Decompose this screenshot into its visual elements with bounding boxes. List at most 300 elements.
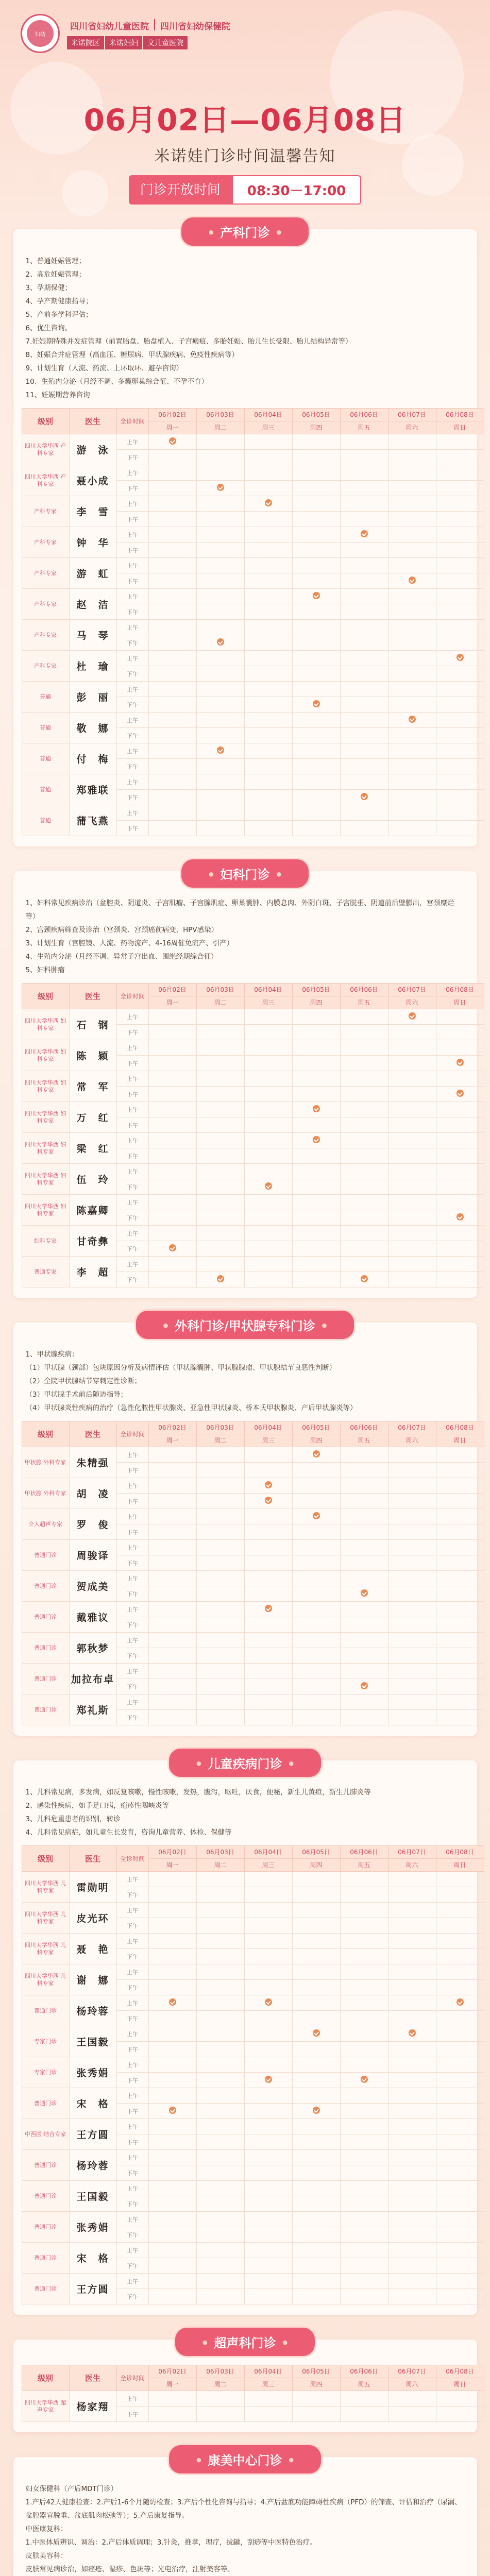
doctor-name: 陈嘉卿 [69, 1195, 116, 1226]
col-header-date: 06月06日 [340, 984, 388, 996]
schedule-cell [244, 2088, 292, 2104]
schedule-cell [148, 1272, 196, 1287]
scope-item: （2）全院甲状腺结节穿刺定性诊断； [25, 1377, 142, 1385]
half-day-label: 下午 [116, 1887, 148, 1903]
schedule-cell [148, 1872, 196, 1887]
doctor-name: 蒲飞燕 [69, 805, 116, 836]
doctor-name: 郑雅联 [69, 774, 116, 805]
schedule-cell [340, 2196, 388, 2212]
doctor-name: 王方圆 [69, 2119, 116, 2150]
table-row [22, 682, 484, 697]
schedule-cell [436, 728, 484, 743]
doctor-level: 产科专家 [22, 589, 69, 620]
col-header-date: 06月06日 [340, 1421, 388, 1434]
on-duty-check-icon [457, 654, 464, 661]
schedule-cell [196, 1195, 244, 1210]
schedule-cell [244, 774, 292, 790]
schedule-cell [148, 1602, 196, 1617]
schedule-cell [196, 1633, 244, 1648]
schedule-cell [292, 1918, 340, 1934]
col-header-weekday: 周四 [292, 421, 340, 434]
schedule-cell [244, 1102, 292, 1117]
half-day-label: 下午 [116, 573, 148, 589]
schedule-cell [388, 743, 436, 759]
schedule-cell [244, 1934, 292, 1949]
sections-container [0, 226, 490, 2576]
schedule-cell [196, 620, 244, 635]
schedule-cell [340, 2057, 388, 2073]
col-header-date: 06月04日 [244, 2365, 292, 2378]
schedule-cell [148, 2289, 196, 2304]
schedule-cell [436, 1918, 484, 1934]
schedule-cell [196, 1179, 244, 1195]
schedule-cell [436, 558, 484, 573]
schedule-cell [340, 573, 388, 589]
col-header-weekday: 周四 [292, 996, 340, 1009]
schedule-cell [436, 620, 484, 635]
clinic-section [13, 1757, 477, 2315]
schedule-cell [436, 1195, 484, 1210]
schedule-cell [292, 2104, 340, 2119]
schedule-cell [148, 1555, 196, 1571]
schedule-cell [436, 1509, 484, 1524]
schedule-cell [196, 2391, 244, 2406]
half-day-label: 上午 [116, 1257, 148, 1272]
half-day-label: 下午 [116, 821, 148, 836]
schedule-cell [388, 2406, 436, 2422]
schedule-cell [436, 1164, 484, 1179]
schedule-cell [148, 2391, 196, 2406]
scope-item: 8、妊娠合并症管理（高血压、糖尿病、甲状腺疾病、免疫性疾病等） [25, 351, 239, 359]
doctor-name: 游 虹 [69, 558, 116, 589]
schedule-cell [436, 1949, 484, 1964]
schedule-cell [148, 635, 196, 651]
schedule-cell [340, 2119, 388, 2134]
schedule-cell [196, 1964, 244, 1980]
section-scope [22, 896, 469, 983]
schedule-cell [148, 573, 196, 589]
doctor-name: 谢 娜 [69, 1964, 116, 1995]
schedule-cell [244, 481, 292, 496]
schedule-cell [292, 2391, 340, 2406]
schedule-cell [196, 2258, 244, 2274]
schedule-cell [196, 1555, 244, 1571]
schedule-cell [196, 635, 244, 651]
schedule-cell [436, 2289, 484, 2304]
half-day-label: 上午 [116, 1133, 148, 1148]
half-day-label: 下午 [116, 1949, 148, 1964]
schedule-cell [292, 2181, 340, 2196]
schedule-cell [340, 821, 388, 836]
schedule-cell [388, 1257, 436, 1272]
schedule-cell [244, 1887, 292, 1903]
half-day-label: 上午 [116, 1509, 148, 1524]
schedule-cell [292, 635, 340, 651]
col-header-date: 06月06日 [340, 409, 388, 421]
col-header-doctor: 医生 [69, 984, 116, 1009]
section-title: • 产科门诊 • [180, 216, 310, 247]
schedule-cell [340, 1934, 388, 1949]
schedule-cell [292, 1664, 340, 1679]
schedule-cell [196, 1272, 244, 1287]
schedule-cell [388, 1679, 436, 1694]
col-header-level: 级别 [22, 2365, 69, 2391]
col-header-weekday: 周一 [148, 1434, 196, 1447]
schedule-cell [340, 1918, 388, 1934]
col-header-date: 06月05日 [292, 984, 340, 996]
schedule-cell [388, 2181, 436, 2196]
schedule-cell [340, 1887, 388, 1903]
schedule-cell [292, 2289, 340, 2304]
schedule-cell [340, 1995, 388, 2011]
schedule-cell [340, 1056, 388, 1071]
doctor-name: 赵 洁 [69, 589, 116, 620]
schedule-cell [436, 1903, 484, 1918]
schedule-cell [292, 1494, 340, 1509]
doctor-level: 四川大学华西 妇科专家 [22, 1009, 69, 1040]
schedule-cell [292, 1478, 340, 1494]
schedule-cell [196, 1509, 244, 1524]
schedule-cell [196, 527, 244, 543]
schedule-cell [292, 1117, 340, 1133]
schedule-cell [196, 465, 244, 481]
schedule-cell [148, 2243, 196, 2258]
doctor-name: 聂小成 [69, 465, 116, 496]
schedule-cell [196, 1447, 244, 1463]
half-day-label: 下午 [116, 604, 148, 620]
schedule-cell [436, 1964, 484, 1980]
half-day-label: 上午 [116, 2026, 148, 2042]
on-duty-check-icon [169, 2107, 176, 2114]
schedule-cell [436, 1257, 484, 1272]
schedule-cell [388, 2011, 436, 2026]
scope-item: 1、妇科常见疾病诊治（盆腔炎、阴道炎、子宫肌瘤、子宫腺肌症、卵巢囊肿、内膜息肉、外阴白斑、子宫脱垂、阴道前后壁膨出，宫颈糜烂等） [25, 899, 454, 921]
scope-item: 2、高危妊娠管理； [25, 270, 86, 279]
doctor-level: 普通 [22, 682, 69, 713]
schedule-cell [340, 1071, 388, 1087]
col-header-weekday: 周六 [388, 2378, 436, 2391]
schedule-cell [436, 2134, 484, 2150]
half-day-label: 下午 [116, 1241, 148, 1257]
schedule-cell [436, 1447, 484, 1463]
schedule-cell [340, 2150, 388, 2165]
schedule-cell [388, 651, 436, 666]
schedule-cell [388, 2165, 436, 2181]
schedule-cell [436, 2406, 484, 2422]
schedule-cell [148, 620, 196, 635]
on-duty-check-icon [313, 2029, 320, 2037]
schedule-cell [292, 2134, 340, 2150]
schedule-cell [292, 2011, 340, 2026]
schedule-cell [292, 1586, 340, 1602]
half-day-label: 下午 [116, 2227, 148, 2243]
schedule-cell [148, 1694, 196, 1710]
col-header-weekday: 周日 [436, 2378, 484, 2391]
on-duty-check-icon [265, 1998, 272, 2006]
col-header-doctor: 医生 [69, 2365, 116, 2391]
schedule-cell [244, 1980, 292, 1995]
schedule-cell [196, 2165, 244, 2181]
schedule-cell [196, 543, 244, 558]
half-day-label: 下午 [116, 2134, 148, 2150]
schedule-cell [292, 558, 340, 573]
schedule-cell [244, 1463, 292, 1478]
schedule-cell [340, 558, 388, 573]
half-day-label: 下午 [116, 635, 148, 651]
schedule-cell [148, 1617, 196, 1633]
schedule-cell [148, 1524, 196, 1540]
col-header-weekday: 周四 [292, 2378, 340, 2391]
schedule-cell [340, 728, 388, 743]
col-header-weekday: 周二 [196, 2378, 244, 2391]
section-title: • 儿童疾病门诊 • [167, 1747, 323, 1778]
schedule-cell [148, 2026, 196, 2042]
on-duty-check-icon [217, 638, 224, 646]
schedule-cell [388, 1934, 436, 1949]
half-day-label: 上午 [116, 2212, 148, 2227]
schedule-cell [148, 1648, 196, 1664]
half-day-label: 下午 [116, 2196, 148, 2212]
schedule-cell [148, 1040, 196, 1056]
schedule-cell [244, 1447, 292, 1463]
scope-item: 1.产后42天健康检查：2.产后1-6个月随访检查；3.产后个性化咨询与指导；4.产后盆底功能障碍性疾病（PFD）的筛查、评估和治疗（尿漏、盆腔器官脱垂、盆底肌肉松弛等）；5.产后康复指导。 [25, 2498, 462, 2520]
col-header-weekday: 周日 [436, 1859, 484, 1872]
schedule-cell [436, 774, 484, 790]
hospital-tag: 米诺妇妇 [105, 36, 142, 49]
schedule-cell [244, 666, 292, 682]
table-row [22, 434, 484, 450]
schedule-cell [388, 2026, 436, 2042]
schedule-cell [292, 1087, 340, 1102]
half-day-label: 上午 [116, 1226, 148, 1241]
schedule-cell [196, 1463, 244, 1478]
schedule-cell [244, 1009, 292, 1025]
schedule-cell [388, 543, 436, 558]
schedule-cell [292, 2274, 340, 2289]
schedule-cell [148, 2406, 196, 2422]
schedule-cell [436, 1494, 484, 1509]
schedule-cell [436, 651, 484, 666]
schedule-cell [244, 620, 292, 635]
col-header-weekday: 周一 [148, 2378, 196, 2391]
divider [154, 19, 155, 30]
doctor-level: 中西医 结合专家 [22, 2119, 69, 2150]
schedule-cell [340, 1949, 388, 1964]
hospital-tag: 米诺院区 [67, 36, 104, 49]
schedule-cell [292, 1009, 340, 1025]
schedule-cell [196, 1602, 244, 1617]
half-day-label: 下午 [116, 1679, 148, 1694]
schedule-cell [292, 2073, 340, 2088]
col-header-weekday: 周六 [388, 996, 436, 1009]
schedule-cell [436, 1555, 484, 1571]
doctor-name: 张秀娟 [69, 2212, 116, 2243]
table-row [22, 1995, 484, 2011]
schedule-cell [340, 1586, 388, 1602]
schedule-cell [148, 1494, 196, 1509]
schedule-cell [148, 2165, 196, 2181]
schedule-cell [148, 2181, 196, 2196]
doctor-level: 产科专家 [22, 558, 69, 589]
schedule-cell [244, 2134, 292, 2150]
schedule-cell [292, 1934, 340, 1949]
schedule-cell [340, 759, 388, 774]
half-day-label: 下午 [116, 1648, 148, 1664]
doctor-level: 普通门诊 [22, 1694, 69, 1725]
doctor-level: 普通 [22, 713, 69, 743]
doctor-name: 郭秋梦 [69, 1633, 116, 1664]
half-day-label: 下午 [116, 1555, 148, 1571]
schedule-cell [244, 2258, 292, 2274]
scope-item: 皮肤美容科： [25, 2552, 67, 2560]
schedule-cell [388, 2274, 436, 2289]
schedule-cell [148, 651, 196, 666]
schedule-cell [148, 1463, 196, 1478]
schedule-cell [196, 1648, 244, 1664]
schedule-cell [292, 2150, 340, 2165]
schedule-cell [292, 1949, 340, 1964]
on-duty-check-icon [409, 1012, 416, 1020]
schedule-cell [388, 1995, 436, 2011]
schedule-cell [148, 2042, 196, 2057]
col-header-time: 全诊时间 [116, 1846, 148, 1872]
schedule-cell [388, 1494, 436, 1509]
half-day-label: 上午 [116, 651, 148, 666]
scope-item: 中医康复科： [25, 2525, 67, 2533]
schedule-cell [436, 1102, 484, 1117]
schedule-cell [148, 2134, 196, 2150]
schedule-cell [436, 682, 484, 697]
schedule-cell [292, 1555, 340, 1571]
schedule-cell [388, 1633, 436, 1648]
schedule-cell [388, 1617, 436, 1633]
table-row [22, 1664, 484, 1679]
schedule-cell [244, 2042, 292, 2057]
table-row [22, 1164, 484, 1179]
col-header-weekday: 周五 [340, 996, 388, 1009]
schedule-cell [388, 2119, 436, 2134]
schedule-cell [388, 1071, 436, 1087]
schedule-cell [388, 1964, 436, 1980]
schedule-cell [436, 1040, 484, 1056]
col-header-level: 级别 [22, 409, 69, 434]
schedule-cell [196, 481, 244, 496]
schedule-cell [244, 2243, 292, 2258]
table-row [22, 1447, 484, 1463]
col-header-weekday: 周五 [340, 421, 388, 434]
schedule-cell [244, 1571, 292, 1586]
opening-hours-label: 门诊开放时间 [129, 175, 232, 205]
schedule-cell [196, 2042, 244, 2057]
scope-item: 妇女保健科（产后MDT门诊） [25, 2485, 118, 2493]
schedule-cell [340, 1710, 388, 1725]
schedule-cell [196, 2150, 244, 2165]
schedule-cell [340, 604, 388, 620]
col-header-time: 全诊时间 [116, 1421, 148, 1447]
schedule-cell [340, 805, 388, 821]
clinic-section [13, 2453, 477, 2576]
on-duty-check-icon [313, 2107, 320, 2114]
doctor-name: 石 钢 [69, 1009, 116, 1040]
table-row [22, 1040, 484, 1056]
schedule-cell [244, 1555, 292, 1571]
col-header-weekday: 周二 [196, 1434, 244, 1447]
schedule-cell [148, 1934, 196, 1949]
schedule-cell [292, 604, 340, 620]
schedule-cell [244, 1586, 292, 1602]
schedule-cell [388, 1586, 436, 1602]
schedule-cell [196, 1087, 244, 1102]
schedule-cell [388, 450, 436, 465]
schedule-cell [148, 697, 196, 713]
schedule-cell [436, 573, 484, 589]
schedule-cell [244, 2026, 292, 2042]
scope-item: 10、生殖内分泌（月经不调、多囊卵巢综合征、不孕不育） [25, 378, 209, 386]
schedule-cell [292, 450, 340, 465]
on-duty-check-icon [409, 577, 416, 584]
on-duty-check-icon [265, 2076, 272, 2083]
schedule-cell [148, 1664, 196, 1679]
schedule-cell [340, 1872, 388, 1887]
schedule-cell [196, 1586, 244, 1602]
schedule-cell [436, 1524, 484, 1540]
schedule-cell [388, 496, 436, 512]
schedule-cell [436, 790, 484, 805]
col-header-date: 06月03日 [196, 984, 244, 996]
schedule-cell [196, 682, 244, 697]
schedule-cell [292, 1903, 340, 1918]
half-day-label: 上午 [116, 1447, 148, 1463]
schedule-cell [244, 1633, 292, 1648]
col-header-weekday: 周三 [244, 1859, 292, 1872]
schedule-cell [436, 1540, 484, 1555]
schedule-cell [340, 1964, 388, 1980]
doctor-level: 普通门诊 [22, 1540, 69, 1571]
schedule-table [22, 2365, 484, 2422]
schedule-cell [340, 2258, 388, 2274]
schedule-cell [148, 1164, 196, 1179]
doctor-level: 妇科专家 [22, 1226, 69, 1257]
schedule-cell [388, 1648, 436, 1664]
hospital-logo [21, 14, 60, 53]
schedule-cell [196, 1494, 244, 1509]
schedule-table [22, 983, 484, 1287]
schedule-cell [388, 1447, 436, 1463]
schedule-cell [148, 1964, 196, 1980]
schedule-cell [340, 2073, 388, 2088]
table-row [22, 774, 484, 790]
schedule-cell [196, 743, 244, 759]
schedule-cell [340, 1555, 388, 1571]
scope-item: 1.中医体质辨识、调治：2.产后体质调理；3.针灸，推拿，理疗，拔罐，刮痧等中医特色治疗。 [25, 2538, 317, 2547]
schedule-cell [388, 1524, 436, 1540]
schedule-cell [292, 1447, 340, 1463]
schedule-cell [388, 682, 436, 697]
schedule-cell [388, 774, 436, 790]
schedule-cell [340, 2181, 388, 2196]
schedule-cell [340, 1164, 388, 1179]
schedule-cell [388, 1602, 436, 1617]
half-day-label: 上午 [116, 1903, 148, 1918]
schedule-cell [244, 543, 292, 558]
half-day-label: 上午 [116, 2150, 148, 2165]
doctor-level: 产科专家 [22, 527, 69, 558]
schedule-cell [388, 2042, 436, 2057]
schedule-cell [148, 821, 196, 836]
scope-item: （1）甲状腺（颈部）包块原因分析及病情评估（甲状腺囊肿、甲状腺腺瘤、甲状腺结节良恶性判断） [25, 1364, 336, 1372]
table-row [22, 1478, 484, 1494]
schedule-cell [148, 728, 196, 743]
